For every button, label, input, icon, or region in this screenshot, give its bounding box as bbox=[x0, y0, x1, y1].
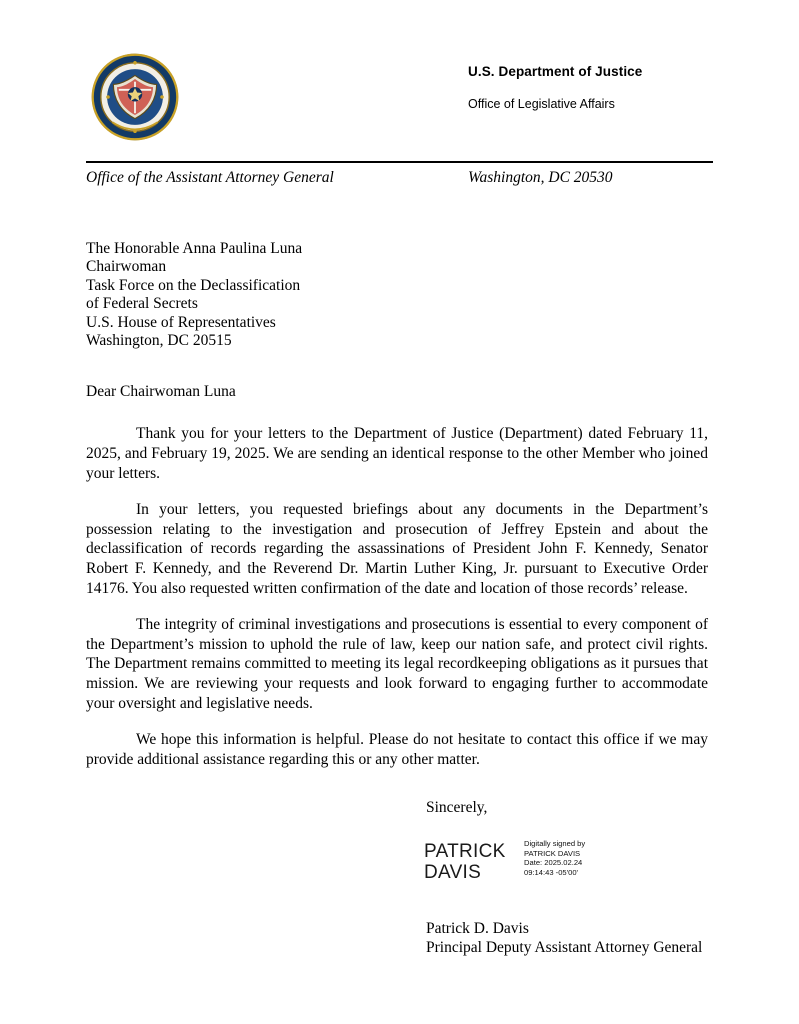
stamp-line-4: 09:14:43 -05'00' bbox=[524, 867, 578, 877]
stamp-line-2: PATRICK DAVIS bbox=[524, 848, 581, 858]
body-paragraph-2: In your letters, you requested briefings about any documents in the Department’s possession relating to the investigation and prosecution of Jeffrey Epstein and about the declassification of records regarding the assassinations of President John F. Kennedy, Senator Robert F. Kennedy, and the Reverend Dr. Martin Luther King, Jr. pursuant to Executive Order 14176. You also requested written confirmation of the date and location of those records’ release. bbox=[86, 501, 708, 597]
salutation: Dear Chairwoman Luna bbox=[86, 383, 236, 401]
signature-name-line-1: PATRICK bbox=[424, 841, 506, 863]
digital-signature-stamp bbox=[524, 839, 619, 877]
addressee-line: The Honorable Anna Paulina Luna bbox=[86, 240, 303, 257]
signature-name-line-2: DAVIS bbox=[424, 862, 482, 884]
closing: Sincerely, bbox=[426, 799, 488, 817]
assistant-attorney-general-line: Office of the Assistant Attorney General bbox=[86, 169, 334, 186]
stamp-line-3: Date: 2025.02.24 bbox=[524, 858, 583, 868]
body-paragraph-4: We hope this information is helpful. Please do not hesitate to contact this office if we may provide additional assistance regarding this or any other matter. bbox=[86, 731, 708, 768]
addressee-line: Task Force on the Declassification bbox=[86, 276, 301, 294]
addressee-line: Washington, DC 20515 bbox=[86, 332, 232, 350]
signature-area bbox=[86, 823, 708, 915]
office-name: Office of Legislative Affairs bbox=[468, 97, 615, 111]
stamp-line-1: Digitally signed by bbox=[524, 839, 586, 849]
addressee-line: of Federal Secrets bbox=[86, 295, 198, 313]
signer-title: Principal Deputy Assistant Attorney General bbox=[426, 939, 703, 957]
subheader bbox=[86, 169, 713, 191]
header-divider bbox=[86, 161, 713, 163]
addressee-block bbox=[86, 240, 708, 350]
addressee-line: Chairwoman bbox=[86, 258, 167, 276]
letter-body bbox=[86, 240, 708, 957]
doj-seal-icon bbox=[90, 52, 180, 142]
signer-name: Patrick D. Davis bbox=[426, 920, 529, 938]
department-block bbox=[468, 64, 642, 111]
department-title: U.S. Department of Justice bbox=[468, 64, 643, 79]
digital-signature-name bbox=[424, 841, 506, 883]
addressee-line: U.S. House of Representatives bbox=[86, 313, 276, 331]
signer-block bbox=[86, 919, 708, 957]
body-paragraph-1: Thank you for your letters to the Department of Justice (Department) dated February 11, 2025, and February 19, 2025. We are sending an identical response to the other Member who joined your letters. bbox=[86, 425, 708, 482]
letterhead bbox=[0, 52, 799, 148]
city-state-zip-line: Washington, DC 20530 bbox=[468, 169, 613, 186]
body-paragraph-3: The integrity of criminal investigations and prosecutions is essential to every component of the Department’s mission to uphold the rule of law, keep our nation safe, and protect civil rights. The Department remains committed to meeting its legal recordkeeping obligations as it pursues that mission. We are reviewing your requests and look forward to engaging further to accommodate your oversight and legislative needs. bbox=[86, 616, 708, 712]
